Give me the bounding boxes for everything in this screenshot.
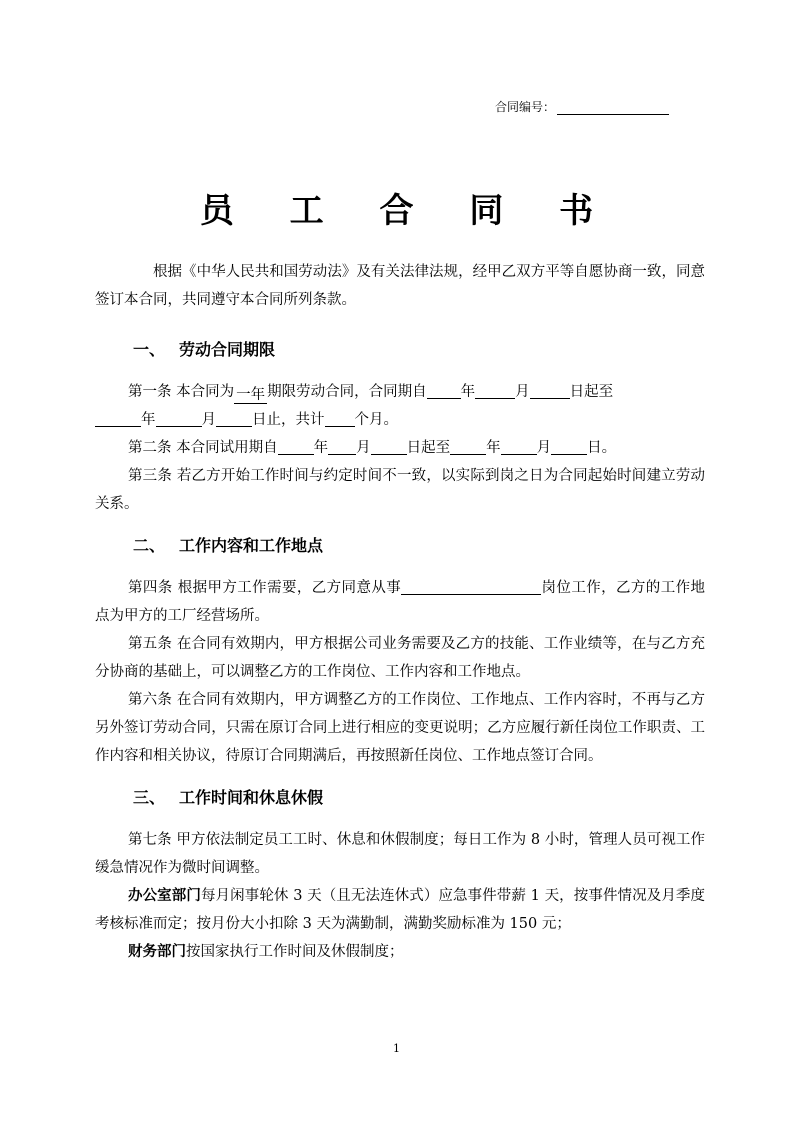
finance-dept-paragraph: 财务部门按国家执行工作时间及休假制度； bbox=[128, 944, 404, 960]
contract-number-label: 合同编号： bbox=[495, 100, 556, 114]
article-5: 第五条 在合同有效期内，甲方根据公司业务需要及乙方的技能、工作业绩等，在与乙方充分协商的基础上，可以调整乙方的工作岗位、工作内容和工作地点。 bbox=[95, 636, 705, 680]
article-6: 第六条 在合同有效期内，甲方调整乙方的工作岗位、工作地点、工作内容时，不再与乙方另外签订劳动合同，只需在原订合同上进行相应的变更说明；乙方应履行新任岗位工作职责、工作内容和相关协议，待原订合同期满后，再按照新任岗位、工作地点签订合同。 bbox=[95, 692, 705, 764]
months-blank[interactable] bbox=[325, 410, 355, 427]
probation-start-year-blank[interactable] bbox=[278, 438, 314, 455]
intro-paragraph: 根据《中华人民共和国劳动法》及有关法律法规，经甲乙双方平等自愿协商一致，同意签订本合同，共同遵守本合同所列条款。 bbox=[95, 264, 705, 308]
document-title: 员 工 合 同 书 bbox=[199, 191, 616, 231]
probation-start-day-blank[interactable] bbox=[371, 438, 407, 455]
contract-number-blank[interactable] bbox=[557, 102, 669, 115]
probation-end-day-blank[interactable] bbox=[551, 438, 587, 455]
end-year-blank[interactable] bbox=[95, 410, 141, 427]
start-year-blank[interactable] bbox=[427, 382, 461, 399]
article-2: 第二条 本合同试用期自 年 月 日起至 年 月 日。 bbox=[128, 440, 617, 456]
end-month-blank[interactable] bbox=[156, 410, 202, 427]
start-month-blank[interactable] bbox=[475, 382, 515, 399]
contract-number bbox=[495, 98, 669, 115]
section-heading-1: 一、 劳动合同期限 bbox=[133, 340, 276, 359]
start-day-blank[interactable] bbox=[530, 382, 570, 399]
article-3: 第三条 若乙方开始工作时间与约定时间不一致，以实际到岗之日为合同起始时间建立劳动关系。 bbox=[95, 468, 705, 512]
document-body bbox=[95, 258, 705, 966]
article-7: 第七条 甲方依法制定员工工时、休息和休假制度；每日工作为 8 小时，管理人员可视工作缓急情况作为微时间调整。 bbox=[95, 832, 705, 876]
article-1: 第一条 本合同为 一年 期限劳动合同，合同期自 年 月 日起至 年 月 日止，共计 个月。 bbox=[95, 378, 705, 434]
position-blank[interactable] bbox=[401, 578, 541, 595]
finance-dept-label: 财务部门 bbox=[128, 944, 186, 960]
probation-end-month-blank[interactable] bbox=[501, 438, 537, 455]
probation-end-year-blank[interactable] bbox=[450, 438, 486, 455]
section-heading-3: 三、 工作时间和休息休假 bbox=[133, 788, 324, 807]
term-value: 一年 bbox=[236, 387, 266, 403]
article-4: 第四条 根据甲方工作需要，乙方同意从事 岗位工作，乙方的工作地点为甲方的工厂经营场所。 bbox=[95, 580, 705, 624]
page-number: 1 bbox=[393, 1042, 400, 1055]
office-dept-label: 办公室部门 bbox=[128, 888, 201, 904]
end-day-blank[interactable] bbox=[216, 410, 252, 427]
office-dept-paragraph: 办公室部门每月闲事轮休 3 天（且无法连休式）应急事件带薪 1 天，按事件情况及月季度考核标准而定；按月份大小扣除 3 天为满勤制，满勤奖励标准为 150 元； bbox=[95, 888, 705, 932]
probation-start-month-blank[interactable] bbox=[328, 438, 356, 455]
section-heading-2: 二、 工作内容和工作地点 bbox=[133, 536, 324, 555]
